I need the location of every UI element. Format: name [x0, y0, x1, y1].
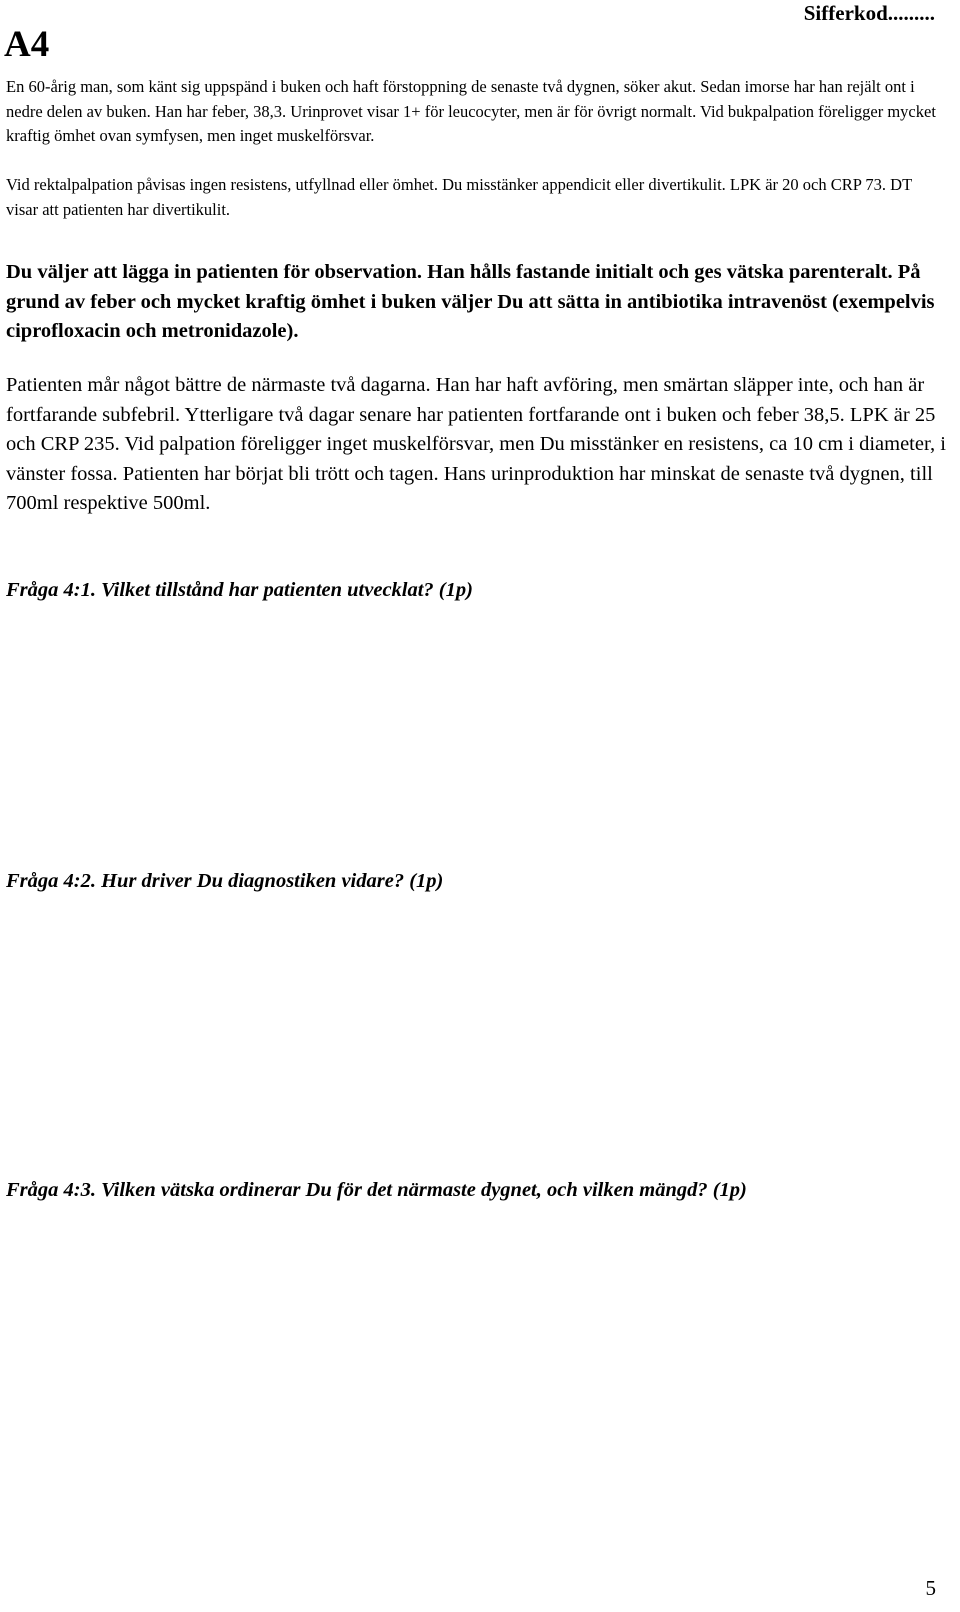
case-decision-paragraph: Du väljer att lägga in patienten för observation. Han hålls fastande initialt och ges vätska parenteralt. På grund av feber och mycket kraftig ömhet i buken väljer Du att sätta in antibiotika intravenöst (exempelvis ciprofloxacin och metronidazole). [6, 261, 935, 342]
page-id: A4 [4, 24, 50, 65]
question-4-2: Fråga 4:2. Hur driver Du diagnostiken vidare? (1p) [6, 870, 444, 892]
case-course-paragraph: Patienten mår något bättre de närmaste två dagarna. Han har haft avföring, men smärtan släpper inte, och han är fortfarande subfebril. Ytterligare två dagar senare har patienten fortfarande ont i buken och feber 38,5. LPK är 25 och CRP 235. Vid palpation föreligger inget muskelförsvar, men Du misstänker en resistens, ca 10 cm i diameter, i vänster fossa. Patienten har börjat bli trött och tagen. Hans urinproduktion har minskat de senaste två dygnen, till 700ml respektive 500ml. [6, 374, 946, 515]
case-intro-paragraph: En 60-årig man, som känt sig uppspänd i buken och haft förstoppning de senaste två dygnen, söker akut. Sedan imorse har han rejält ont i nedre delen av buken. Han har feber, 38,3. Urinprovet visar 1+ för leucocyter, men är för övrigt normalt. Vid bukpalpation föreligger mycket kraftig ömhet ovan symfysen, men inget muskelförsvar. [6, 77, 936, 146]
question-4-3: Fråga 4:3. Vilken vätska ordinerar Du för det närmaste dygnet, och vilken mängd? (1p) [6, 1179, 747, 1201]
case-findings-paragraph: Vid rektalpalpation påvisas ingen resistens, utfyllnad eller ömhet. Du misstänker appendicit eller divertikulit. LPK är 20 och CRP 73. DT visar att patienten har divertikulit. [6, 175, 912, 219]
question-4-1: Fråga 4:1. Vilket tillstånd har patienten utvecklat? (1p) [6, 579, 473, 601]
code-label: Sifferkod......... [803, 1, 935, 25]
page-number: 5 [925, 1576, 936, 1600]
